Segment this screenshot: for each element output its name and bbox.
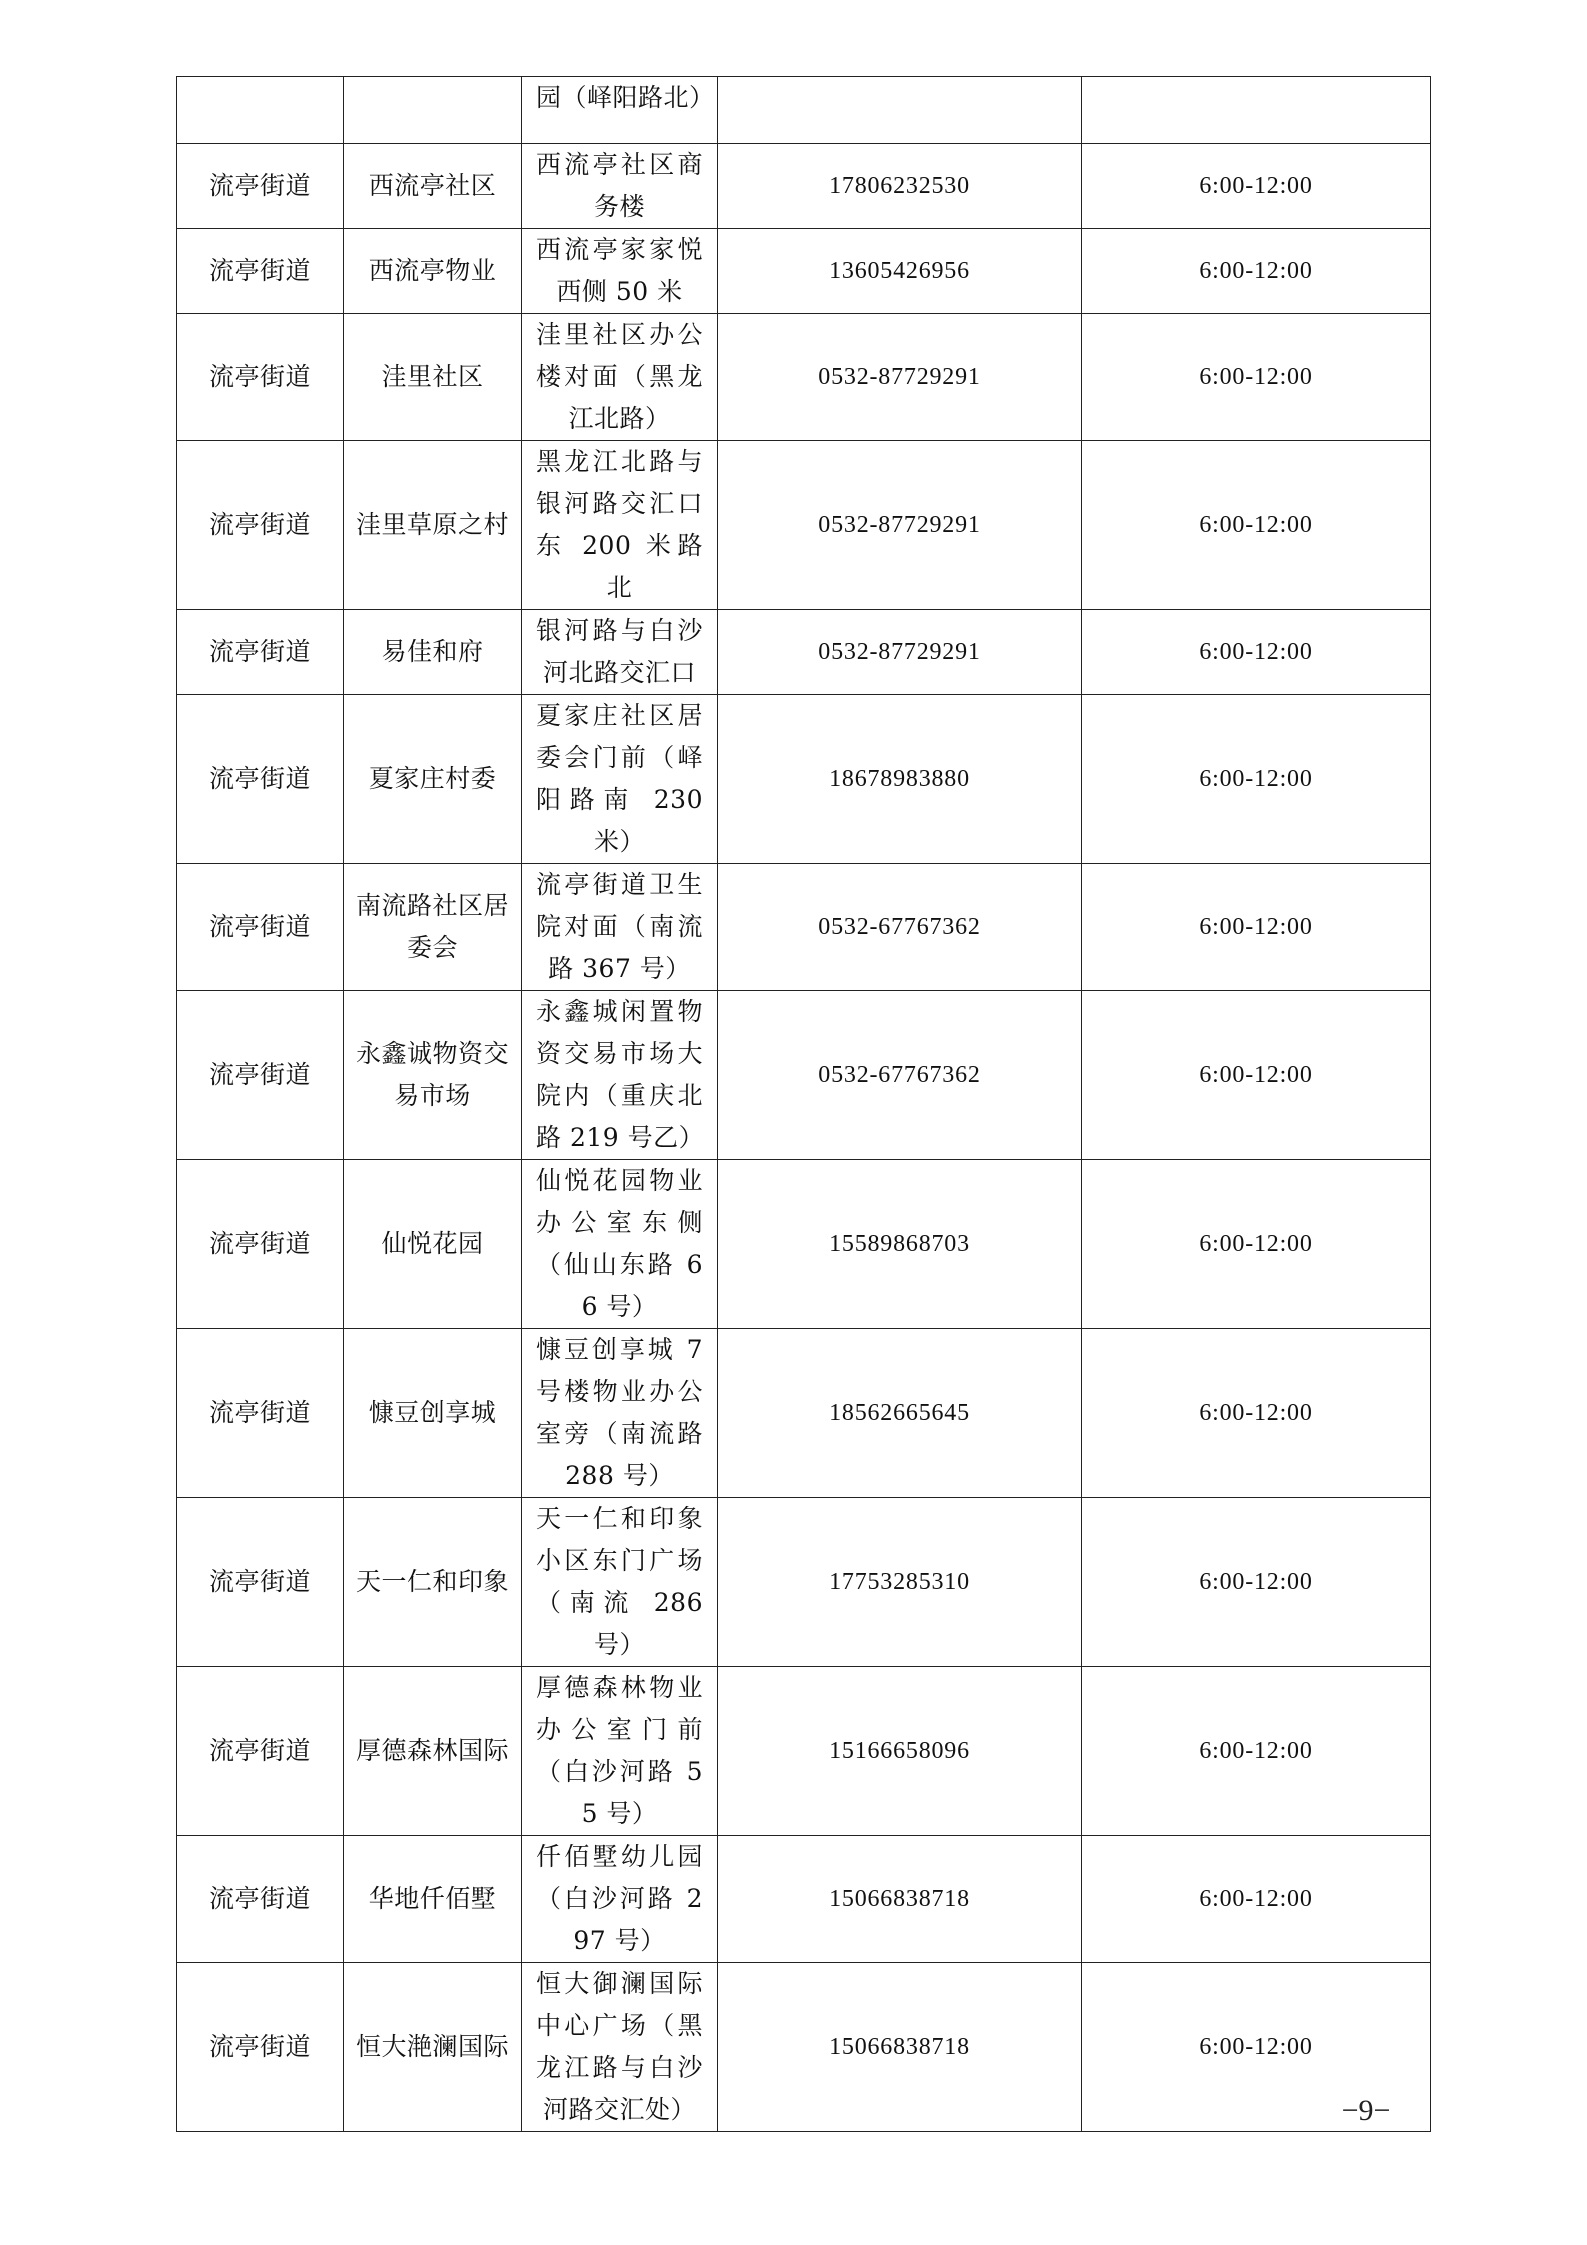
community-cell: 恒大滟澜国际 bbox=[344, 1963, 522, 2132]
location-cell: 西流亭家家悦西侧 50 米 bbox=[522, 229, 718, 314]
table-body bbox=[177, 77, 1431, 2132]
location-cell: 夏家庄社区居委会门前（峄阳路南 230 米） bbox=[522, 695, 718, 864]
phone-cell: 0532-67767362 bbox=[718, 864, 1082, 991]
location-cell: 仟佰墅幼儿园（白沙河路 297 号） bbox=[522, 1836, 718, 1963]
location-cell: 恒大御澜国际中心广场（黑龙江路与白沙河路交汇处） bbox=[522, 1963, 718, 2132]
table-row bbox=[177, 610, 1431, 695]
community-cell: 南流路社区居委会 bbox=[344, 864, 522, 991]
community-cell: 易佳和府 bbox=[344, 610, 522, 695]
phone-cell: 0532-87729291 bbox=[718, 314, 1082, 441]
hours-cell: 6:00-12:00 bbox=[1082, 695, 1431, 864]
community-cell: 厚德森林国际 bbox=[344, 1667, 522, 1836]
street-cell: 流亭街道 bbox=[177, 1836, 344, 1963]
location-cell: 流亭街道卫生院对面（南流路 367 号） bbox=[522, 864, 718, 991]
community-cell: 仙悦花园 bbox=[344, 1160, 522, 1329]
hours-cell: 6:00-12:00 bbox=[1082, 229, 1431, 314]
phone-cell: 13605426956 bbox=[718, 229, 1082, 314]
phone-cell: 18562665645 bbox=[718, 1329, 1082, 1498]
table-row bbox=[177, 1498, 1431, 1667]
hours-cell bbox=[1082, 77, 1431, 144]
community-cell: 慷豆创享城 bbox=[344, 1329, 522, 1498]
location-cell: 仙悦花园物业办公室东侧（仙山东路 66 号） bbox=[522, 1160, 718, 1329]
table-row bbox=[177, 229, 1431, 314]
community-cell: 天一仁和印象 bbox=[344, 1498, 522, 1667]
community-cell: 永鑫诚物资交易市场 bbox=[344, 991, 522, 1160]
street-cell: 流亭街道 bbox=[177, 991, 344, 1160]
location-cell: 洼里社区办公楼对面（黑龙江北路） bbox=[522, 314, 718, 441]
page-number: −9− bbox=[1341, 2094, 1391, 2127]
street-cell: 流亭街道 bbox=[177, 441, 344, 610]
street-cell: 流亭街道 bbox=[177, 1160, 344, 1329]
table-row bbox=[177, 991, 1431, 1160]
community-cell: 洼里社区 bbox=[344, 314, 522, 441]
collection-point-table bbox=[176, 76, 1431, 2132]
table-row bbox=[177, 144, 1431, 229]
phone-cell: 15066838718 bbox=[718, 1836, 1082, 1963]
hours-cell: 6:00-12:00 bbox=[1082, 1667, 1431, 1836]
street-cell: 流亭街道 bbox=[177, 695, 344, 864]
table-row bbox=[177, 1963, 1431, 2132]
phone-cell bbox=[718, 77, 1082, 144]
table-row bbox=[177, 1329, 1431, 1498]
hours-cell: 6:00-12:00 bbox=[1082, 991, 1431, 1160]
hours-cell: 6:00-12:00 bbox=[1082, 1498, 1431, 1667]
phone-cell: 17806232530 bbox=[718, 144, 1082, 229]
table-row bbox=[177, 864, 1431, 991]
street-cell: 流亭街道 bbox=[177, 144, 344, 229]
phone-cell: 0532-87729291 bbox=[718, 610, 1082, 695]
hours-cell: 6:00-12:00 bbox=[1082, 144, 1431, 229]
street-cell: 流亭街道 bbox=[177, 229, 344, 314]
street-cell: 流亭街道 bbox=[177, 1329, 344, 1498]
community-cell: 西流亭物业 bbox=[344, 229, 522, 314]
phone-cell: 0532-67767362 bbox=[718, 991, 1082, 1160]
phone-cell: 15166658096 bbox=[718, 1667, 1082, 1836]
table-row bbox=[177, 441, 1431, 610]
community-cell: 夏家庄村委 bbox=[344, 695, 522, 864]
street-cell: 流亭街道 bbox=[177, 610, 344, 695]
location-cell: 西流亭社区商务楼 bbox=[522, 144, 718, 229]
table-row bbox=[177, 1836, 1431, 1963]
location-cell: 黑龙江北路与银河路交汇口东 200 米路北 bbox=[522, 441, 718, 610]
hours-cell: 6:00-12:00 bbox=[1082, 1963, 1431, 2132]
hours-cell: 6:00-12:00 bbox=[1082, 864, 1431, 991]
street-cell: 流亭街道 bbox=[177, 314, 344, 441]
table-row-continuation bbox=[177, 77, 1431, 144]
hours-cell: 6:00-12:00 bbox=[1082, 1329, 1431, 1498]
location-cell: 园（峄阳路北） bbox=[522, 77, 718, 144]
street-cell: 流亭街道 bbox=[177, 1498, 344, 1667]
street-cell: 流亭街道 bbox=[177, 1667, 344, 1836]
community-cell: 华地仟佰墅 bbox=[344, 1836, 522, 1963]
phone-cell: 18678983880 bbox=[718, 695, 1082, 864]
location-cell: 厚德森林物业办公室门前（白沙河路 55 号） bbox=[522, 1667, 718, 1836]
hours-cell: 6:00-12:00 bbox=[1082, 1836, 1431, 1963]
street-cell: 流亭街道 bbox=[177, 864, 344, 991]
community-cell bbox=[344, 77, 522, 144]
phone-cell: 0532-87729291 bbox=[718, 441, 1082, 610]
community-cell: 洼里草原之村 bbox=[344, 441, 522, 610]
location-cell: 慷豆创享城 7 号楼物业办公室旁（南流路 288 号） bbox=[522, 1329, 718, 1498]
location-cell: 天一仁和印象小区东门广场（南流 286 号） bbox=[522, 1498, 718, 1667]
street-cell bbox=[177, 77, 344, 144]
phone-cell: 15589868703 bbox=[718, 1160, 1082, 1329]
hours-cell: 6:00-12:00 bbox=[1082, 314, 1431, 441]
hours-cell: 6:00-12:00 bbox=[1082, 441, 1431, 610]
table-row bbox=[177, 314, 1431, 441]
table-row bbox=[177, 1160, 1431, 1329]
street-cell: 流亭街道 bbox=[177, 1963, 344, 2132]
community-cell: 西流亭社区 bbox=[344, 144, 522, 229]
phone-cell: 17753285310 bbox=[718, 1498, 1082, 1667]
location-cell: 银河路与白沙河北路交汇口 bbox=[522, 610, 718, 695]
phone-cell: 15066838718 bbox=[718, 1963, 1082, 2132]
hours-cell: 6:00-12:00 bbox=[1082, 1160, 1431, 1329]
table-row bbox=[177, 695, 1431, 864]
hours-cell: 6:00-12:00 bbox=[1082, 610, 1431, 695]
location-cell: 永鑫城闲置物资交易市场大院内（重庆北路 219 号乙） bbox=[522, 991, 718, 1160]
table-row bbox=[177, 1667, 1431, 1836]
